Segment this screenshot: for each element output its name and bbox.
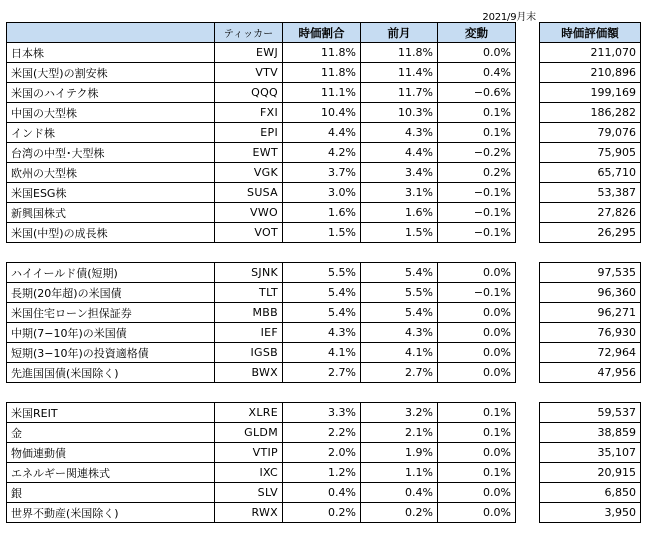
cell-name: ハイイールド債(短期) <box>7 263 215 283</box>
cell-prev: 1.9% <box>361 443 438 463</box>
table-row <box>7 63 516 83</box>
cell-ticker: GLDM <box>215 423 283 443</box>
cell-ticker: BWX <box>215 363 283 383</box>
cell-change: 0.1% <box>438 463 516 483</box>
cell-prev: 11.8% <box>361 43 438 63</box>
table-row <box>7 43 516 63</box>
cell-weight: 4.4% <box>283 123 361 143</box>
table-row <box>7 463 516 483</box>
cell-change: 0.1% <box>438 423 516 443</box>
cell-ticker: SJNK <box>215 263 283 283</box>
cell-name: 米国REIT <box>7 403 215 423</box>
cell-ticker: SLV <box>215 483 283 503</box>
cell-ticker: IEF <box>215 323 283 343</box>
cell-ticker: TLT <box>215 283 283 303</box>
cell-prev: 0.2% <box>361 503 438 523</box>
group-separator <box>540 383 641 403</box>
cell-weight: 0.4% <box>283 483 361 503</box>
valuation-row <box>540 503 641 523</box>
cell-value: 38,859 <box>540 423 641 443</box>
cell-ticker: VWO <box>215 203 283 223</box>
valuation-row <box>540 363 641 383</box>
cell-change: 0.0% <box>438 263 516 283</box>
table-row <box>7 103 516 123</box>
cell-prev: 1.6% <box>361 203 438 223</box>
cell-change: 0.0% <box>438 343 516 363</box>
cell-change: 0.0% <box>438 323 516 343</box>
cell-name: 台湾の中型･大型株 <box>7 143 215 163</box>
valuation-row <box>540 443 641 463</box>
cell-change: −0.1% <box>438 223 516 243</box>
header-name <box>7 23 215 43</box>
table-row <box>7 363 516 383</box>
cell-prev: 5.5% <box>361 283 438 303</box>
cell-value: 97,535 <box>540 263 641 283</box>
cell-weight: 3.7% <box>283 163 361 183</box>
cell-prev: 3.1% <box>361 183 438 203</box>
allocation-table <box>6 22 516 523</box>
cell-change: 0.2% <box>438 163 516 183</box>
cell-value: 3,950 <box>540 503 641 523</box>
cell-prev: 4.3% <box>361 323 438 343</box>
cell-ticker: VTIP <box>215 443 283 463</box>
table-row <box>7 183 516 203</box>
valuation-row <box>540 463 641 483</box>
valuation-row <box>540 323 641 343</box>
cell-prev: 5.4% <box>361 303 438 323</box>
cell-prev: 5.4% <box>361 263 438 283</box>
table-row <box>7 443 516 463</box>
cell-value: 65,710 <box>540 163 641 183</box>
cell-ticker: EWJ <box>215 43 283 63</box>
header-ticker: ティッカー <box>215 23 283 43</box>
header-prev: 前月 <box>361 23 438 43</box>
cell-value: 72,964 <box>540 343 641 363</box>
table-row <box>7 143 516 163</box>
cell-name: 長期(20年超)の米国債 <box>7 283 215 303</box>
separator-cell <box>540 243 641 263</box>
cell-prev: 2.1% <box>361 423 438 443</box>
cell-ticker: RWX <box>215 503 283 523</box>
cell-weight: 4.2% <box>283 143 361 163</box>
cell-prev: 3.4% <box>361 163 438 183</box>
cell-prev: 10.3% <box>361 103 438 123</box>
cell-ticker: QQQ <box>215 83 283 103</box>
cell-name: 中期(7−10年)の米国債 <box>7 323 215 343</box>
cell-ticker: EPI <box>215 123 283 143</box>
cell-value: 20,915 <box>540 463 641 483</box>
cell-change: 0.0% <box>438 363 516 383</box>
cell-change: −0.1% <box>438 203 516 223</box>
cell-name: 新興国株式 <box>7 203 215 223</box>
cell-value: 76,930 <box>540 323 641 343</box>
valuation-row <box>540 143 641 163</box>
cell-weight: 5.4% <box>283 283 361 303</box>
table-row <box>7 303 516 323</box>
table-row <box>7 343 516 363</box>
cell-prev: 3.2% <box>361 403 438 423</box>
valuation-row <box>540 63 641 83</box>
cell-weight: 1.5% <box>283 223 361 243</box>
cell-name: 短期(3−10年)の投資適格債 <box>7 343 215 363</box>
cell-ticker: SUSA <box>215 183 283 203</box>
cell-change: −0.6% <box>438 83 516 103</box>
cell-prev: 11.4% <box>361 63 438 83</box>
cell-ticker: MBB <box>215 303 283 323</box>
valuation-row <box>540 263 641 283</box>
cell-value: 35,107 <box>540 443 641 463</box>
cell-value: 96,360 <box>540 283 641 303</box>
cell-prev: 11.7% <box>361 83 438 103</box>
cell-ticker: VTV <box>215 63 283 83</box>
cell-name: 世界不動産(米国除く) <box>7 503 215 523</box>
cell-name: 欧州の大型株 <box>7 163 215 183</box>
valuation-row <box>540 183 641 203</box>
valuation-row <box>540 123 641 143</box>
valuation-row <box>540 283 641 303</box>
cell-name: 米国(大型)の割安株 <box>7 63 215 83</box>
valuation-row <box>540 203 641 223</box>
cell-weight: 3.3% <box>283 403 361 423</box>
cell-change: −0.1% <box>438 283 516 303</box>
cell-change: 0.4% <box>438 63 516 83</box>
cell-weight: 2.2% <box>283 423 361 443</box>
valuation-row <box>540 483 641 503</box>
cell-value: 210,896 <box>540 63 641 83</box>
cell-value: 211,070 <box>540 43 641 63</box>
cell-weight: 11.8% <box>283 43 361 63</box>
valuation-row <box>540 83 641 103</box>
valuation-row <box>540 43 641 63</box>
valuation-row <box>540 403 641 423</box>
cell-prev: 1.1% <box>361 463 438 483</box>
cell-change: 0.0% <box>438 503 516 523</box>
cell-value: 75,905 <box>540 143 641 163</box>
table-row <box>7 83 516 103</box>
cell-weight: 5.5% <box>283 263 361 283</box>
cell-value: 53,387 <box>540 183 641 203</box>
cell-weight: 1.6% <box>283 203 361 223</box>
cell-change: −0.1% <box>438 183 516 203</box>
cell-ticker: VGK <box>215 163 283 183</box>
cell-weight: 2.7% <box>283 363 361 383</box>
header-change: 変動 <box>438 23 516 43</box>
valuation-table <box>539 22 641 523</box>
cell-prev: 4.1% <box>361 343 438 363</box>
separator-cell <box>7 383 516 403</box>
header-value: 時価評価額 <box>540 23 641 43</box>
cell-change: 0.0% <box>438 43 516 63</box>
valuation-row <box>540 103 641 123</box>
table-row <box>7 423 516 443</box>
cell-value: 96,271 <box>540 303 641 323</box>
cell-weight: 4.3% <box>283 323 361 343</box>
cell-weight: 5.4% <box>283 303 361 323</box>
cell-value: 79,076 <box>540 123 641 143</box>
table-row <box>7 483 516 503</box>
table-row <box>7 223 516 243</box>
table-row <box>7 403 516 423</box>
cell-weight: 0.2% <box>283 503 361 523</box>
cell-name: インド株 <box>7 123 215 143</box>
cell-name: 銀 <box>7 483 215 503</box>
cell-name: 米国住宅ローン担保証券 <box>7 303 215 323</box>
cell-prev: 4.4% <box>361 143 438 163</box>
table-row <box>7 283 516 303</box>
cell-weight: 11.1% <box>283 83 361 103</box>
cell-change: 0.1% <box>438 123 516 143</box>
cell-ticker: EWT <box>215 143 283 163</box>
valuation-row <box>540 223 641 243</box>
cell-change: 0.0% <box>438 483 516 503</box>
cell-change: 0.0% <box>438 443 516 463</box>
cell-prev: 2.7% <box>361 363 438 383</box>
valuation-row <box>540 303 641 323</box>
cell-change: 0.1% <box>438 103 516 123</box>
cell-value: 186,282 <box>540 103 641 123</box>
cell-value: 27,826 <box>540 203 641 223</box>
valuation-row <box>540 423 641 443</box>
valuation-row <box>540 343 641 363</box>
cell-name: 物価連動債 <box>7 443 215 463</box>
cell-prev: 4.3% <box>361 123 438 143</box>
cell-weight: 2.0% <box>283 443 361 463</box>
cell-ticker: IXC <box>215 463 283 483</box>
cell-weight: 10.4% <box>283 103 361 123</box>
separator-cell <box>540 383 641 403</box>
table-row <box>7 323 516 343</box>
cell-weight: 3.0% <box>283 183 361 203</box>
cell-value: 59,537 <box>540 403 641 423</box>
table-row <box>7 203 516 223</box>
cell-weight: 4.1% <box>283 343 361 363</box>
table-row <box>7 263 516 283</box>
cell-ticker: XLRE <box>215 403 283 423</box>
cell-name: 中国の大型株 <box>7 103 215 123</box>
group-separator <box>7 243 516 263</box>
date-label: 2021/9月末 <box>482 12 536 23</box>
cell-value: 47,956 <box>540 363 641 383</box>
cell-name: エネルギー関連株式 <box>7 463 215 483</box>
cell-change: 0.0% <box>438 303 516 323</box>
cell-weight: 11.8% <box>283 63 361 83</box>
cell-weight: 1.2% <box>283 463 361 483</box>
cell-change: 0.1% <box>438 403 516 423</box>
table-row <box>7 503 516 523</box>
table-header-row <box>7 23 516 43</box>
cell-name: 米国(中型)の成長株 <box>7 223 215 243</box>
cell-change: −0.2% <box>438 143 516 163</box>
cell-ticker: FXI <box>215 103 283 123</box>
group-separator <box>540 243 641 263</box>
cell-value: 199,169 <box>540 83 641 103</box>
table-row <box>7 123 516 143</box>
valuation-header-row <box>540 23 641 43</box>
cell-ticker: IGSB <box>215 343 283 363</box>
cell-name: 日本株 <box>7 43 215 63</box>
cell-name: 金 <box>7 423 215 443</box>
cell-name: 米国のハイテク株 <box>7 83 215 103</box>
cell-ticker: VOT <box>215 223 283 243</box>
header-weight: 時価割合 <box>283 23 361 43</box>
cell-name: 米国ESG株 <box>7 183 215 203</box>
cell-name: 先進国国債(米国除く) <box>7 363 215 383</box>
cell-prev: 1.5% <box>361 223 438 243</box>
valuation-row <box>540 163 641 183</box>
cell-prev: 0.4% <box>361 483 438 503</box>
cell-value: 26,295 <box>540 223 641 243</box>
group-separator <box>7 383 516 403</box>
table-row <box>7 163 516 183</box>
separator-cell <box>7 243 516 263</box>
cell-value: 6,850 <box>540 483 641 503</box>
